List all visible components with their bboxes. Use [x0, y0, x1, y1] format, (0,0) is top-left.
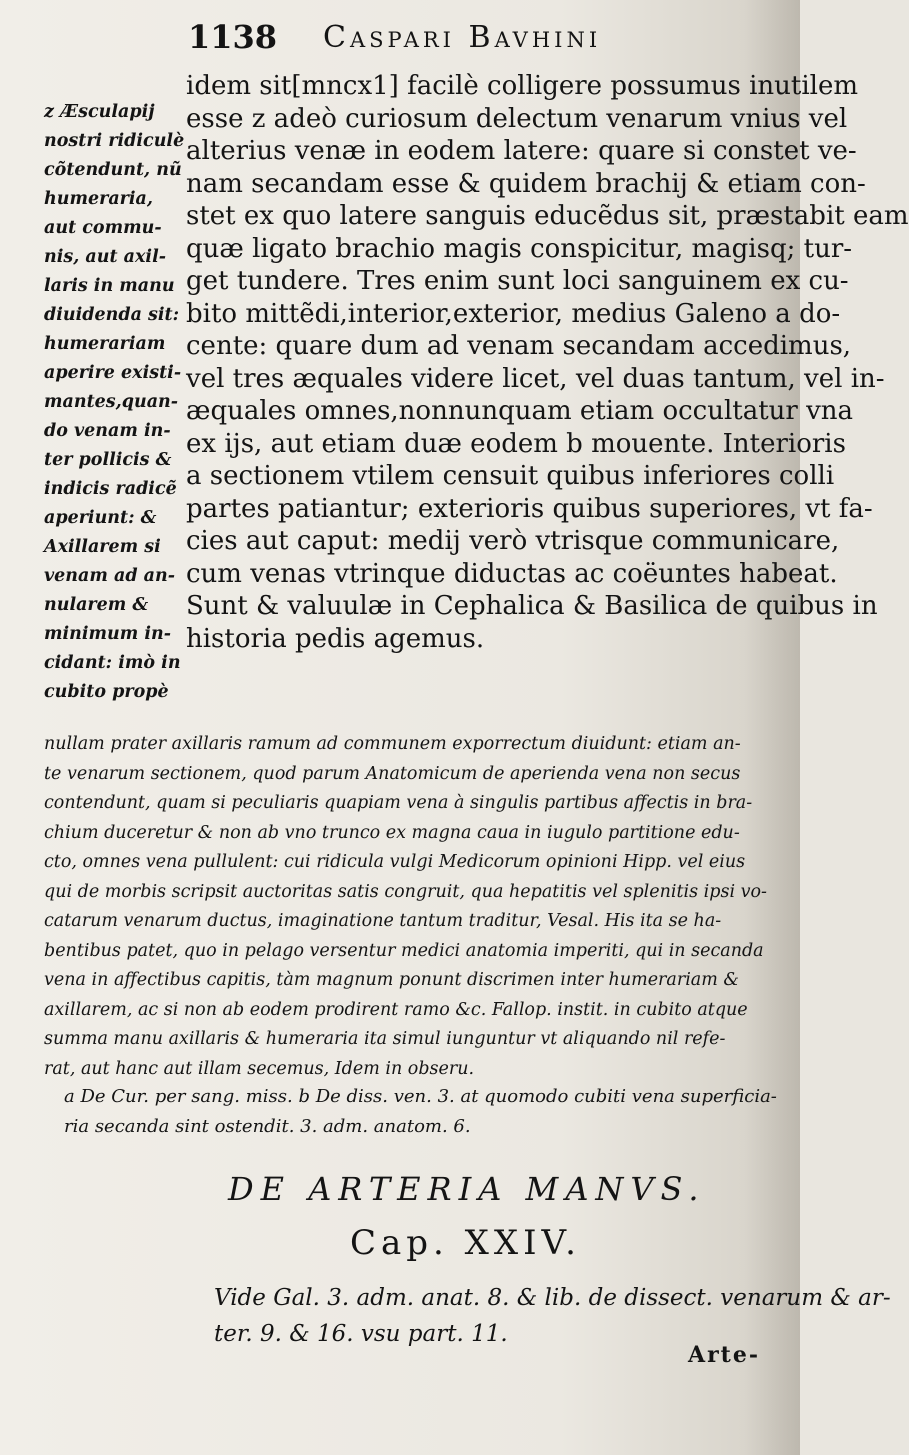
- running-head: Caspari Bavhini: [323, 20, 602, 55]
- margin-note-line: humeraria,: [44, 189, 153, 209]
- main-text-column: [186, 70, 909, 655]
- margin-note-line: nostri ridiculè: [44, 131, 185, 151]
- commentary-line: contendunt, quam si peculiaris quapiam vena à singulis partibus affectis in bra-: [44, 793, 753, 813]
- commentary-line: rat, aut hanc aut illam secemus, Idem in obseru.: [44, 1058, 475, 1079]
- commentary-line: qui de morbis scripsit auctoritas satis congruit, qua hepatitis vel splenitis ipsi vo-: [44, 881, 767, 902]
- margin-note-line: indicis radicẽ: [44, 479, 177, 499]
- reference-line: Vide Gal. 3. adm. anat. 8. & lib. de dissect. venarum & ar-: [214, 1285, 891, 1311]
- footnote-line: ria secanda sint ostendit. 3. adm. anatom. 6.: [64, 1116, 471, 1137]
- main-text-line: cum venas vtrinque diductas ac coëuntes habeat.: [186, 558, 838, 589]
- commentary-line: summa manu axillaris & humeraria ita simul iunguntur vt aliquando nil refe-: [44, 1029, 726, 1049]
- margin-note-line: aperire existi-: [44, 363, 182, 383]
- main-text-line: nam secandam esse & quidem brachij & etiam con-: [186, 168, 866, 199]
- page-number: 1138: [188, 18, 278, 56]
- margin-note-line: cubito propè: [44, 682, 169, 702]
- main-text-line: cente: quare dum ad venam secandam accedimus,: [186, 331, 852, 361]
- commentary-line: te venarum sectionem, quod parum Anatomicum de aperienda vena non secus: [44, 763, 741, 784]
- margin-note-line: cidant: imò in: [44, 653, 181, 673]
- main-text-line: cies aut caput: medij verò vtrisque communicare,: [186, 526, 840, 556]
- commentary-line: catarum venarum ductus, imaginatione tantum traditur, Vesal. His ita se ha-: [44, 911, 722, 931]
- commentary-line: chium duceretur & non ab vno trunco ex magna caua in iugulo partitione edu-: [44, 822, 740, 843]
- reference-line: ter. 9. & 16. vsu part. 11.: [214, 1321, 508, 1347]
- main-text-line: idem sit[mncx1] facilè colligere possumus inutilem: [186, 71, 858, 101]
- main-text-line: stet ex quo latere sanguis educẽdus sit, præstabit eam: [186, 201, 909, 231]
- footnote-line: a De Cur. per sang. miss. b De diss. ven. 3. at quomodo cubiti vena superficia-: [64, 1086, 777, 1107]
- footnotes: [64, 1082, 777, 1142]
- margin-note-line: humerariam: [44, 334, 166, 354]
- main-text-line: Sunt & valuulæ in Cephalica & Basilica de quibus in: [186, 591, 878, 621]
- chapter-number: Cap. XXIV.: [350, 1223, 581, 1263]
- main-text-line: historia pedis agemus.: [186, 623, 485, 654]
- main-text-line: a sectionem vtilem censuit quibus inferiores colli: [186, 461, 835, 491]
- catchword: Arte-: [688, 1342, 760, 1368]
- margin-note-line: do venam in-: [44, 421, 171, 441]
- margin-note-line: diuidenda sit:: [44, 305, 180, 325]
- chapter-reference: [214, 1280, 891, 1352]
- margin-note-line: mantes,quan-: [44, 392, 179, 412]
- main-text-line: partes patiantur; exterioris quibus superiores, vt fa-: [186, 493, 873, 524]
- margin-note-line: nularem &: [44, 595, 149, 615]
- main-text-line: quæ ligato brachio magis conspicitur, magisq; tur-: [186, 233, 853, 264]
- commentary-line: bentibus patet, quo in pelago versentur medici anatomia imperiti, qui in secanda: [44, 940, 764, 961]
- main-text-line: get tundere. Tres enim sunt loci sanguinem ex cu-: [186, 266, 849, 296]
- margin-note-line: aut commu-: [44, 218, 162, 238]
- commentary-block: [44, 730, 766, 1084]
- margin-note-line: cõtendunt, nũ: [44, 160, 182, 180]
- main-text-line: esse z adeò curiosum delectum venarum vnius vel: [186, 103, 848, 134]
- chapter-title: DE ARTERIA MANVS.: [228, 1170, 706, 1208]
- margin-note-line: laris in manu: [44, 276, 175, 296]
- margin-note: [44, 98, 186, 707]
- margin-note-line: nis, aut axil-: [44, 247, 166, 267]
- main-text-line: vel tres æquales videre licet, vel duas tantum, vel in-: [186, 363, 885, 394]
- main-text-line: bito mittẽdi,interior,exterior, medius Galeno a do-: [186, 298, 841, 329]
- margin-note-line: Axillarem si: [44, 537, 161, 557]
- main-text-line: ex ijs, aut etiam duæ eodem b mouente. Interioris: [186, 428, 846, 459]
- main-text-line: æquales omnes,nonnunquam etiam occultatur vna: [186, 396, 854, 426]
- margin-note-line: venam ad an-: [44, 566, 175, 586]
- margin-note-line: z Æsculapij: [44, 102, 155, 122]
- commentary-line: vena in affectibus capitis, tàm magnum ponunt discrimen inter humerariam &: [44, 970, 739, 990]
- margin-note-line: minimum in-: [44, 624, 172, 644]
- commentary-line: nullam prater axillaris ramum ad communem exporrectum diuidunt: etiam an-: [44, 734, 741, 754]
- margin-note-line: ter pollicis &: [44, 450, 172, 470]
- commentary-line: axillarem, ac si non ab eodem prodirent ramo &c. Fallop. instit. in cubito atque: [44, 999, 748, 1020]
- margin-note-line: aperiunt: &: [44, 508, 157, 528]
- commentary-line: cto, omnes vena pullulent: cui ridicula vulgi Medicorum opinioni Hipp. vel eius: [44, 852, 746, 872]
- page-header: [188, 18, 768, 68]
- main-text-line: alterius venæ in eodem latere: quare si constet ve-: [186, 136, 857, 166]
